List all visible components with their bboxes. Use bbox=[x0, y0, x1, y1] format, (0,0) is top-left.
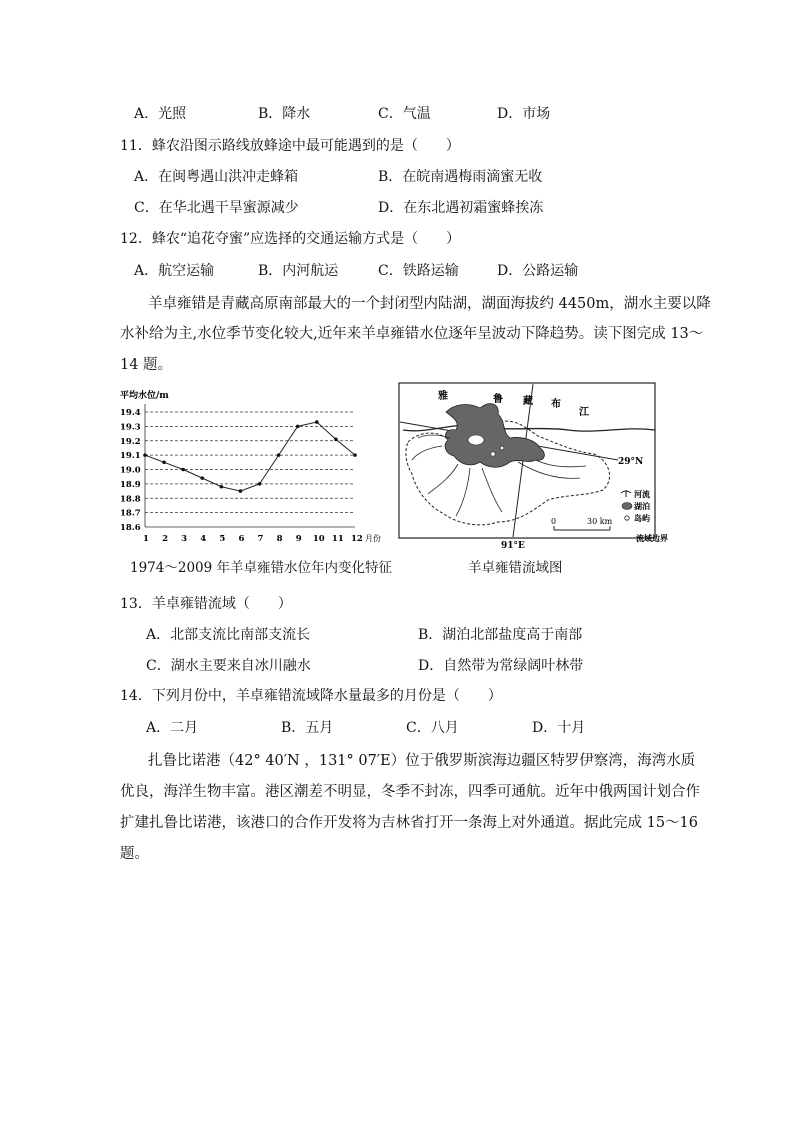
q10-option-a: A．光照 bbox=[134, 106, 187, 122]
legend-boundary-row bbox=[620, 531, 710, 545]
x-tick-label: 5 bbox=[219, 534, 226, 544]
q10-option-b: B．降水 bbox=[258, 106, 311, 122]
q11-option-b: B．在皖南遇梅雨滴蜜无收 bbox=[378, 169, 543, 185]
q11-option-d: D．在东北遇初霜蜜蜂挨冻 bbox=[378, 200, 544, 216]
data-point bbox=[220, 485, 224, 489]
legend-boundary: 流域边界 bbox=[636, 533, 668, 543]
q11-stem: 11．蜂农沿图示路线放蜂途中最可能遇到的是（ ） bbox=[120, 138, 460, 154]
map-caption: 羊卓雍错流域图 bbox=[468, 560, 563, 576]
passage2-line-2: 优良，海洋生物丰富。港区潮差不明显，冬季不封冻，四季可通航。近年中俄两国计划合作 bbox=[120, 784, 700, 800]
island bbox=[500, 446, 504, 450]
island bbox=[468, 435, 484, 445]
legend-river: 河流 bbox=[634, 489, 650, 499]
data-point bbox=[162, 461, 166, 465]
data-point bbox=[200, 476, 204, 480]
lake-basin-map bbox=[398, 382, 656, 551]
x-tick-label: 3 bbox=[181, 534, 188, 544]
data-point bbox=[353, 453, 357, 457]
y-tick-label: 18.8 bbox=[120, 494, 141, 505]
legend-island-icon bbox=[625, 516, 629, 520]
q12-option-a: A．航空运输 bbox=[134, 263, 215, 279]
x-tick-label: 12 bbox=[351, 534, 363, 544]
q12-option-d: D．公路运输 bbox=[497, 263, 579, 279]
y-tick-label: 18.6 bbox=[120, 523, 141, 533]
river-name-char-5: 江 bbox=[579, 407, 589, 418]
q14-stem: 14．下列月份中，羊卓雍错流域降水量最多的月份是（ ） bbox=[120, 688, 502, 704]
q13-option-b: B．湖泊北部盐度高于南部 bbox=[418, 627, 583, 643]
q13-option-c: C．湖水主要来自冰川融水 bbox=[146, 658, 311, 674]
q11-option-a: A．在闽粤遇山洪冲走蜂箱 bbox=[134, 169, 299, 185]
legend-lake: 湖泊 bbox=[634, 501, 650, 511]
river-name-char-4: 布 bbox=[551, 399, 561, 410]
data-point bbox=[239, 489, 243, 493]
x-tick-label: 11 bbox=[331, 534, 344, 544]
y-tick-label: 19.2 bbox=[120, 436, 141, 447]
y-tick-label: 19.0 bbox=[120, 465, 141, 476]
q14-option-d: D．十月 bbox=[532, 720, 586, 736]
chart-xlabel: 月份 bbox=[365, 534, 381, 543]
map-legend bbox=[621, 489, 650, 523]
scale-label: 30 km bbox=[587, 517, 613, 526]
passage2-line-1: 扎鲁比诺港（42° 40′N ，131° 07′E）位于俄罗斯滨海边疆区特罗伊察湾，海湾水质 bbox=[148, 753, 696, 769]
longitude-label: 91°E bbox=[501, 541, 525, 551]
water-level-line bbox=[145, 422, 355, 491]
chart-caption: 1974～2009 年羊卓雍错水位年内变化特征 bbox=[130, 560, 393, 576]
legend-river-icon bbox=[621, 490, 631, 497]
q12-stem: 12．蜂农“追花夺蜜”应选择的交通运输方式是（ ） bbox=[120, 231, 461, 247]
river-name-char-2: 鲁 bbox=[493, 394, 503, 405]
q10-option-d: D．市场 bbox=[497, 106, 551, 122]
legend-island: 岛屿 bbox=[634, 513, 650, 523]
q10-option-c: C．气温 bbox=[378, 106, 431, 122]
q14-option-c: C．八月 bbox=[406, 720, 459, 736]
passage1-line-1: 羊卓雍错是青藏高原南部最大的一个封闭型内陆湖，湖面海拔约 4450m，湖水主要以降 bbox=[148, 296, 711, 312]
y-tick-label: 18.9 bbox=[120, 479, 141, 490]
data-point bbox=[258, 482, 262, 486]
q11-option-c: C．在华北遇干旱蜜源减少 bbox=[134, 200, 299, 216]
passage1-line-3: 14 题。 bbox=[120, 357, 173, 373]
x-tick-label: 1 bbox=[143, 534, 149, 544]
data-point bbox=[334, 438, 338, 442]
passage2-line-4: 题。 bbox=[120, 846, 149, 862]
data-point bbox=[181, 468, 185, 472]
q14-option-a: A．二月 bbox=[146, 720, 199, 736]
y-tick-label: 19.3 bbox=[120, 422, 141, 433]
data-point bbox=[296, 425, 300, 429]
river-name-char-1: 雅 bbox=[438, 391, 448, 402]
data-point bbox=[143, 453, 147, 457]
x-tick-label: 8 bbox=[276, 534, 283, 544]
q12-option-b: B．内河航运 bbox=[258, 263, 339, 279]
q14-option-b: B．五月 bbox=[281, 720, 334, 736]
x-tick-label: 2 bbox=[162, 534, 169, 544]
x-tick-label: 10 bbox=[312, 534, 325, 544]
q13-option-d: D．自然带为常绿阔叶林带 bbox=[418, 658, 584, 674]
x-tick-label: 9 bbox=[295, 534, 302, 544]
q13-stem: 13．羊卓雍错流域（ ） bbox=[120, 596, 292, 612]
passage2-line-3: 扩建扎鲁比诺港，该港口的合作开发将为吉林省打开一条海上对外通道。据此完成 15～16 bbox=[120, 815, 699, 831]
chart-ylabel: 平均水位/m bbox=[120, 391, 169, 401]
y-tick-label: 19.1 bbox=[120, 451, 141, 462]
y-tick-label: 18.7 bbox=[120, 508, 141, 519]
island bbox=[491, 452, 495, 456]
water-level-chart bbox=[118, 385, 381, 547]
x-tick-label: 7 bbox=[257, 534, 264, 544]
q12-option-c: C．铁路运输 bbox=[378, 263, 459, 279]
river-name-char-3: 藏 bbox=[523, 396, 533, 407]
data-point bbox=[277, 453, 281, 457]
x-tick-label: 4 bbox=[200, 534, 207, 544]
x-tick-label: 6 bbox=[238, 534, 245, 544]
legend-lake-icon bbox=[622, 503, 632, 510]
y-tick-label: 19.4 bbox=[120, 408, 141, 418]
passage1-line-2: 水补给为主,水位季节变化较大,近年来羊卓雍错水位逐年呈波动下降趋势。读下图完成 13～ bbox=[120, 326, 704, 342]
q13-option-a: A．北部支流比南部支流长 bbox=[146, 627, 311, 643]
latitude-label: 29°N bbox=[618, 457, 644, 467]
data-point bbox=[315, 420, 319, 424]
scale-zero-label: 0 bbox=[551, 517, 557, 526]
